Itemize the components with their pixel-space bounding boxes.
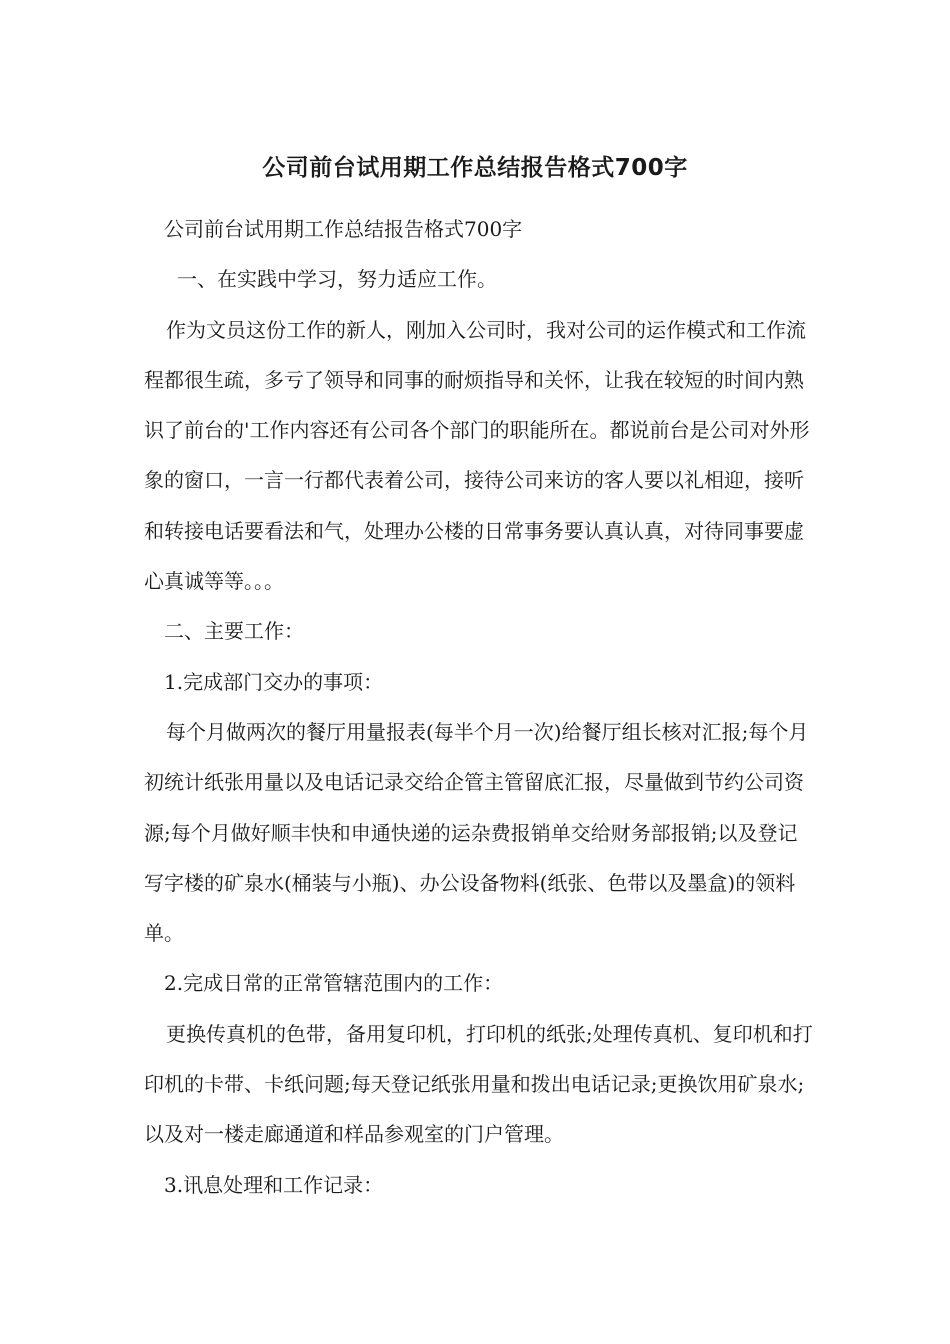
- section-heading-1: 一、在实践中学习，努力适应工作。: [177, 267, 497, 292]
- body-paragraph: 作为文员这份工作的新人，刚加入公司时，我对公司的运作模式和工作流程都很生疏，多亏了领导和同事的耐烦指导和关怀，让我在较短的时间内熟识了前台的'工作内容还有公司各个部门的职能所在。都说前台是公司对外形象的窗口，一言一行都代表着公司，接待公司来访的客人要以礼相迎，接听和转接电话要看法和气，处理办公楼的日常事务要认真认真，对待同事要虚心真诚等等。。。: [144, 317, 810, 594]
- section-heading-2: 二、主要工作：: [164, 619, 304, 644]
- subsection-heading-3: 3.讯息处理和工作记录：: [164, 1172, 384, 1197]
- body-paragraph: 更换传真机的色带，备用复印机，打印机的纸张;处理传真机、复印机和打印机的卡带、卡纸问题;每天登记纸张用量和拨出电话记录;更换饮用矿泉水;以及对一楼走廊通道和样品参观室的门户管理。: [144, 1021, 813, 1147]
- document-title: 公司前台试用期工作总结报告格式700字: [262, 155, 688, 181]
- subsection-heading-2: 2.完成日常的正常管辖范围内的工作：: [164, 971, 504, 996]
- document-body: [144, 204, 816, 1210]
- subsection-heading-1: 1.完成部门交办的事项：: [164, 669, 384, 694]
- body-paragraph: 每个月做两次的餐厅用量报表(每半个月一次)给餐厅组长核对汇报;每个月初统计纸张用量以及电话记录交给企管主管留底汇报，尽量做到节约公司资源;每个月做好顺丰快和申通快递的运杂费报销单交给财务部报销;以及登记写字楼的矿泉水(桶装与小瓶)、办公设备物料(纸张、色带以及墨盒)的领料单。: [144, 719, 809, 946]
- subtitle-paragraph: 公司前台试用期工作总结报告格式700字: [164, 217, 523, 241]
